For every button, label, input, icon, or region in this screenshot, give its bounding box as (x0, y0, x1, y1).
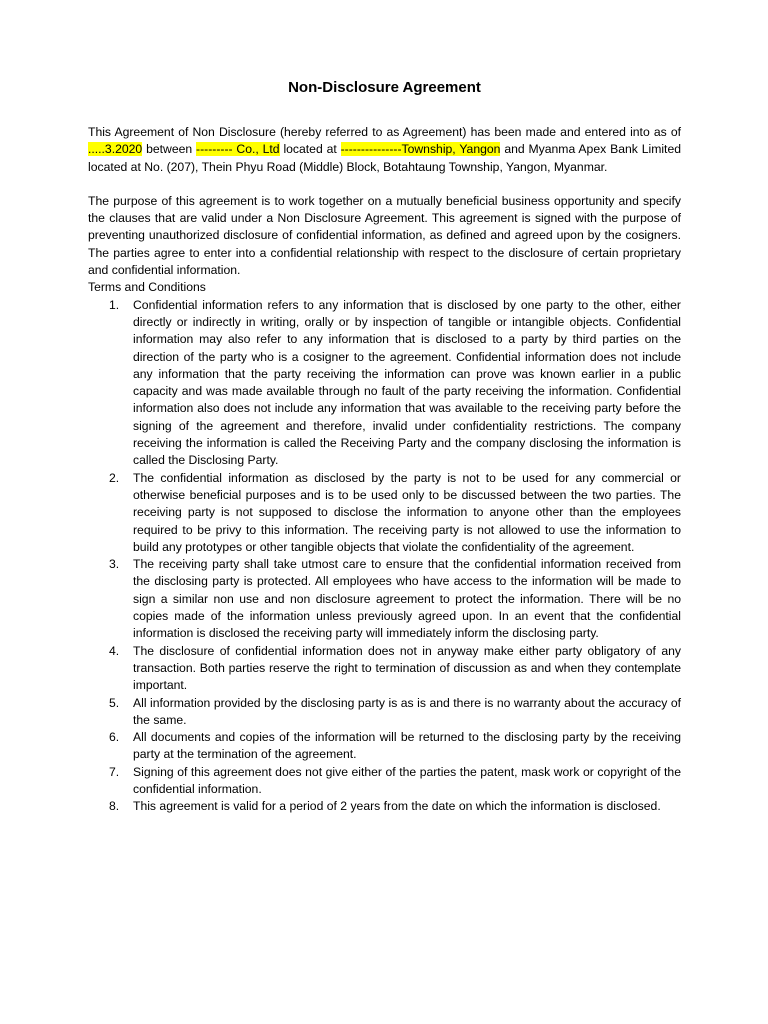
term-text: All documents and copies of the information will be returned to the disclosing party by the receiving party at the termination of the agreement. (133, 730, 681, 762)
highlighted-location: ---------------Township, Yangon (340, 142, 501, 157)
intro-paragraph (88, 124, 681, 176)
term-text: Confidential information refers to any information that is disclosed by one party to the other, either directly or indirectly in writing, orally or by inspection of tangible or intangible objects. Confidential information may also refer to any information that is disclosed to a party by third parties on the direction of the party who is a cosigner to the agreement. Confidential information does not include any information that the party receiving the information can prove was known earlier in a public capacity and was made available through no fault of the party receiving the information. Confidential information also does not include any information that was available to the receiving party before the signing of the agreement and therefore, invalid under confidentiality restrictions. The company receiving the information is called the Receiving Party and the company disclosing the information is called the Disclosing Party. (133, 297, 681, 468)
term-text: The disclosure of confidential information does not in anyway make either party obligatory of any transaction. Both parties reserve the right to termination of discussion as and when they contemplate important. (133, 643, 681, 693)
terms-heading: Terms and Conditions (88, 280, 206, 295)
terms-list-item (88, 798, 681, 815)
intro-text-2: between (142, 142, 197, 157)
paragraph-spacer (88, 176, 681, 193)
intro-text-1: This Agreement of Non Disclosure (hereby referred to as Agreement) has been made and entered into as of (88, 125, 681, 139)
terms-list-item (88, 643, 681, 695)
terms-list (88, 297, 681, 816)
document-page (88, 78, 681, 816)
term-text: The receiving party shall take utmost care to ensure that the confidential information received from the disclosing party is protected. All employees who have access to the information will be made to sign a similar non use and non disclosure agreement to protect the information. There will be no copies made of the information unless previously agreed upon. In an event that the confidential information is disclosed the receiving party will immediately inform the disclosing party. (133, 557, 681, 641)
terms-list-item (88, 764, 681, 799)
highlighted-date: .....3.2020 (88, 142, 143, 157)
term-number: 1. (109, 297, 120, 312)
terms-list-item (88, 729, 681, 764)
terms-list-item (88, 695, 681, 730)
intro-text-3: located at (279, 142, 341, 157)
terms-list-item (88, 556, 681, 642)
term-number: 8. (109, 799, 120, 814)
term-number: 2. (109, 470, 120, 485)
document-title: Non-Disclosure Agreement (288, 79, 481, 96)
term-text: All information provided by the disclosing party is as is and there is no warranty about the accuracy of the same. (133, 695, 681, 727)
term-text: The confidential information as disclosed by the party is not to be used for any commercial or otherwise beneficial purposes and is to be used only to be discussed between the two parties. The receiving party is not supposed to disclose the information to anyone other than the employees required to be privy to this information. The receiving party is not allowed to use the information to build any prototypes or other tangible objects that violate the confidentiality of the agreement. (133, 470, 681, 554)
term-number: 7. (109, 764, 120, 779)
term-number: 6. (109, 730, 120, 745)
intro-text-4: and Myanma Apex Bank Limited located at No. (207), Thein Phyu Road (Middle) Block, Botahtaung Township, Yangon, Myanmar. (88, 142, 681, 174)
term-text: Signing of this agreement does not give either of the parties the patent, mask work or copyright of the confidential information. (133, 764, 681, 796)
term-number: 3. (109, 557, 120, 572)
terms-list-item (88, 297, 681, 470)
term-number: 5. (109, 695, 120, 710)
term-text: This agreement is valid for a period of 2 years from the date on which the information is disclosed. (133, 799, 661, 814)
highlighted-company: --------- Co., Ltd (196, 142, 280, 157)
term-number: 4. (109, 643, 120, 658)
terms-list-item (88, 470, 681, 556)
purpose-paragraph: The purpose of this agreement is to work together on a mutually beneficial business opportunity and specify the clauses that are valid under a Non Disclosure Agreement. This agreement is signed with the purpose of preventing unauthorized disclosure of confidential information, as defined and agreed upon by the cosigners. The parties agree to enter into a confidential relationship with respect to the disclosure of certain proprietary and confidential information. (88, 193, 681, 278)
